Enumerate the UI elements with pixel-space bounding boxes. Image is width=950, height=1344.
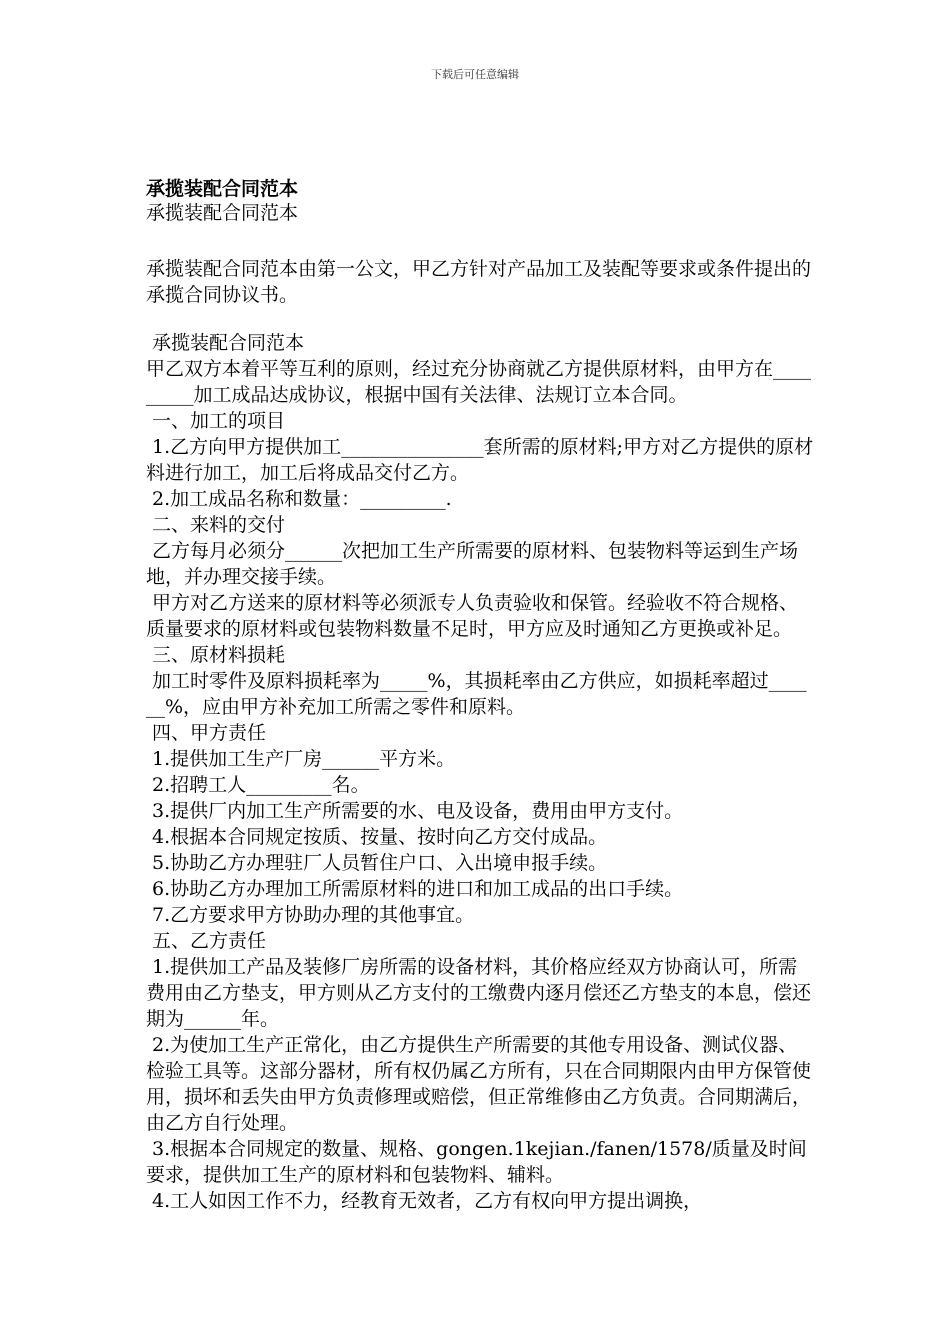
contract-paragraph: 2.为使加工生产正常化，由乙方提供生产所需要的其他专用设备、测试仪器、检验工具等。这部分器材，所有权仍属乙方所有，只在合同期限内由甲方保管使用，损坏和丢失由甲方负责修理或赔偿，但正常维修由乙方负责。合同期满后，由乙方自行处理。 — [146, 1034, 812, 1134]
contract-paragraph: 1.乙方向甲方提供加工_______________套所需的原材料;甲方对乙方提供的原材料进行加工，加工后将成品交付乙方。 — [146, 436, 814, 484]
contract-paragraph: 3.根据本合同规定的数量、规格、gongen.1kejian./fanen/1578/质量及时间要求，提供加工生产的原材料和包装物料、辅料。 — [146, 1138, 807, 1186]
contract-paragraph: 2.加工成品名称和数量：_________. — [146, 488, 452, 510]
contract-paragraphs — [146, 330, 816, 1214]
contract-paragraph: 四、甲方责任 — [146, 722, 267, 744]
contract-paragraph: 5.协助乙方办理驻厂人员暂住户口、入出境申报手续。 — [146, 852, 608, 874]
contract-paragraph: 4.工人如因工作不力，经教育无效者，乙方有权向甲方提出调换， — [146, 1190, 703, 1212]
contract-paragraph: 2.招聘工人_________名。 — [146, 774, 370, 796]
spacer — [146, 226, 816, 256]
spacer — [146, 308, 816, 330]
document-body — [146, 178, 816, 1214]
contract-paragraph: 一、加工的项目 — [146, 410, 286, 432]
contract-paragraph: 二、来料的交付 — [146, 514, 286, 536]
intro-paragraph: 承揽装配合同范本由第一公文，甲乙方针对产品加工及装配等要求或条件提出的承揽合同协议书。 — [146, 258, 812, 306]
contract-paragraph: 甲乙双方本着平等互利的原则，经过充分协商就乙方提供原材料，由甲方在_________加工成品达成协议，根据中国有关法律、法规订立本合同。 — [146, 358, 812, 406]
document-title: 承揽装配合同范本 — [146, 178, 299, 200]
contract-paragraph: 甲方对乙方送来的原材料等必须派专人负责验收和保管。经验收不符合规格、质量要求的原材料或包装物料数量不足时，甲方应及时通知乙方更换或补足。 — [146, 592, 799, 640]
page-header: 下载后可任意编辑 — [431, 68, 519, 81]
contract-paragraph: 加工时零件及原料损耗率为_____%，其损耗率由乙方供应，如损耗率超过______%，应由甲方补充加工所需之零件和原料。 — [146, 670, 807, 718]
contract-paragraph: 4.根据本合同规定按质、按量、按时向乙方交付成品。 — [146, 826, 608, 848]
contract-paragraph: 乙方每月必须分______次把加工生产所需要的原材料、包装物料等运到生产场地，并办理交接手续。 — [146, 540, 799, 588]
contract-paragraph: 1.提供加工生产厂房______平方米。 — [146, 748, 456, 770]
contract-paragraph: 三、原材料损耗 — [146, 644, 286, 666]
contract-paragraph: 3.提供厂内加工生产所需要的水、电及设备，费用由甲方支付。 — [146, 800, 684, 822]
contract-paragraph: 6.协助乙方办理加工所需原材料的进口和加工成品的出口手续。 — [146, 878, 684, 900]
document-subtitle: 承揽装配合同范本 — [146, 202, 299, 224]
contract-paragraph: 承揽装配合同范本 — [146, 332, 305, 354]
contract-paragraph: 五、乙方责任 — [146, 930, 267, 952]
contract-paragraph: 1.提供加工产品及装修厂房所需的设备材料，其价格应经双方协商认可，所需费用由乙方垫支，甲方则从乙方支付的工缴费内逐月偿还乙方垫支的本息，偿还期为______年。 — [146, 956, 812, 1030]
contract-paragraph: 7.乙方要求甲方协助办理的其他事宜。 — [146, 904, 475, 926]
